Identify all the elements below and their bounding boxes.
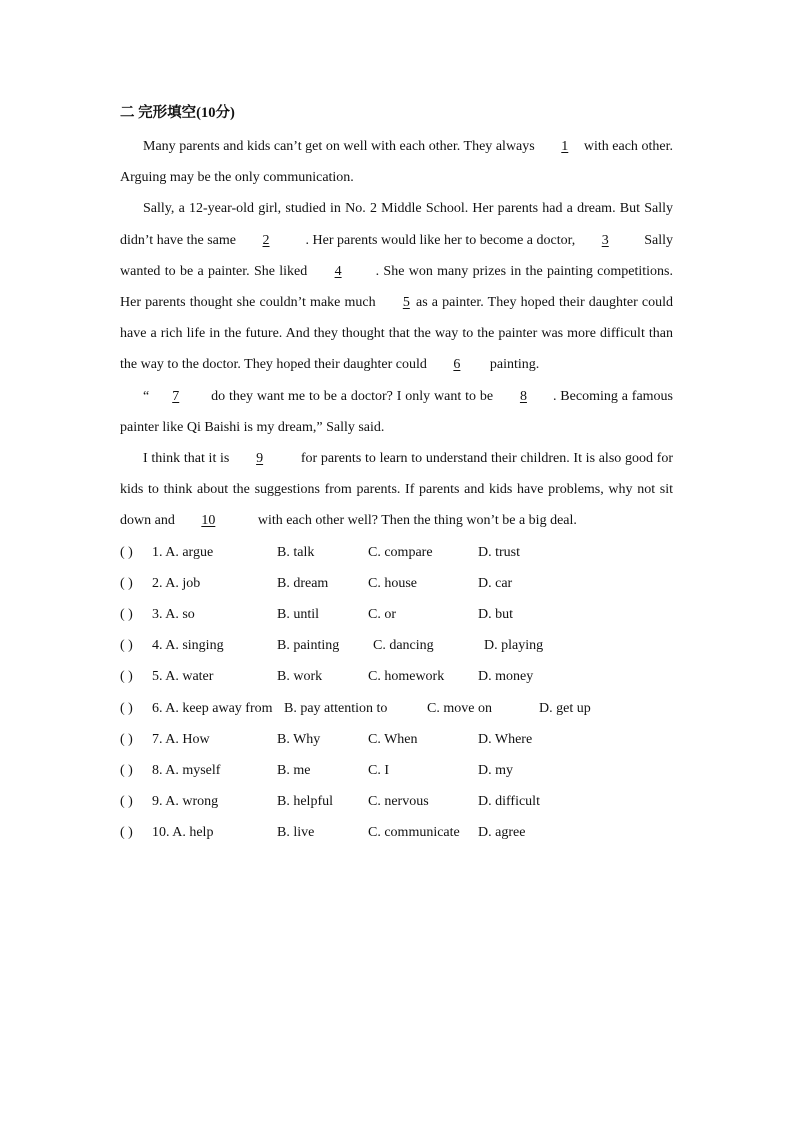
option-d: D. difficult (478, 794, 540, 810)
option-d: D. Where (478, 731, 533, 747)
answer-bracket[interactable]: ( ) (120, 544, 133, 560)
paragraph-2 (120, 193, 673, 380)
blank-4: 4 (334, 263, 342, 279)
answer-bracket[interactable]: ( ) (120, 825, 133, 841)
option-d: D. my (478, 762, 513, 778)
blank-7: 7 (172, 388, 180, 404)
question-row (120, 537, 673, 568)
question-row (120, 724, 673, 755)
option-c: C. homework (368, 669, 445, 685)
question-row (120, 693, 673, 724)
option-b: B. dream (277, 575, 329, 591)
passage-text: with each other. Arguing may be the only communication. (120, 139, 673, 186)
passage-text: I think that it is (143, 451, 230, 467)
passage-text: Sally, a 12-year-old girl, studied in No. 2 Middle School. Her parents had a dream. But Sally didn’t have the same (120, 201, 673, 248)
question-row (120, 630, 673, 661)
option-c: C. When (368, 731, 418, 747)
option-d: D. but (478, 607, 513, 623)
option-b: B. work (277, 669, 323, 685)
option-a: 10. A. help (152, 825, 214, 841)
exam-page (120, 101, 673, 849)
option-b: B. until (277, 607, 320, 623)
answer-bracket[interactable]: ( ) (120, 762, 133, 778)
option-b: B. Why (277, 731, 321, 747)
option-a: 1. A. argue (152, 544, 214, 560)
answer-bracket[interactable]: ( ) (120, 700, 133, 716)
passage-text: “ (143, 388, 150, 404)
section-title: 二 完形填空(10分) (120, 105, 235, 121)
option-c: C. communicate (368, 825, 460, 841)
option-b: B. talk (277, 544, 315, 560)
option-c: C. nervous (368, 794, 429, 810)
option-d: D. playing (484, 638, 544, 654)
option-b: B. me (277, 762, 311, 778)
option-c: C. compare (368, 544, 433, 560)
question-row (120, 661, 673, 692)
option-d: D. agree (478, 825, 526, 841)
option-c: C. I (368, 762, 389, 778)
option-a: 4. A. singing (152, 638, 224, 654)
blank-9: 9 (256, 451, 264, 467)
option-a: 5. A. water (152, 669, 214, 685)
option-c: C. dancing (373, 638, 434, 654)
question-row (120, 599, 673, 630)
blank-1: 1 (561, 139, 569, 154)
option-b: B. painting (277, 638, 340, 654)
passage-text: do they want me to be a doctor? I only want to be (211, 388, 494, 404)
option-c: C. house (368, 575, 417, 591)
answer-bracket[interactable]: ( ) (120, 575, 133, 591)
passage-text: with each other well? Then the thing won’t be a big deal. (257, 513, 577, 529)
option-a: 6. A. keep away from (152, 700, 273, 716)
option-a: 2. A. job (152, 575, 201, 591)
passage-text: painting. (489, 357, 540, 373)
answer-bracket[interactable]: ( ) (120, 731, 133, 747)
option-d: D. trust (478, 544, 520, 560)
blank-6: 6 (453, 357, 461, 373)
option-d: D. car (478, 575, 513, 591)
option-c: C. or (368, 607, 396, 623)
option-d: D. money (478, 669, 534, 685)
option-d: D. get up (539, 700, 591, 716)
option-a: 7. A. How (152, 731, 210, 747)
paragraph-4 (120, 443, 673, 537)
question-row (120, 786, 673, 817)
option-c: C. move on (427, 700, 492, 716)
option-b: B. live (277, 825, 315, 841)
question-list (120, 537, 673, 849)
paragraph-3 (120, 381, 673, 443)
answer-bracket[interactable]: ( ) (120, 607, 133, 623)
passage-text: . Becoming a famous painter like Qi Baishi is my dream,” Sally said. (120, 388, 674, 435)
question-row (120, 817, 673, 848)
passage-text: . Her parents would like her to become a doctor, (305, 232, 576, 248)
blank-2: 2 (262, 232, 270, 248)
answer-bracket[interactable]: ( ) (120, 638, 133, 654)
option-b: B. helpful (277, 794, 333, 810)
answer-bracket[interactable]: ( ) (120, 669, 133, 685)
answer-bracket[interactable]: ( ) (120, 794, 133, 810)
option-a: 9. A. wrong (152, 794, 219, 810)
question-row (120, 568, 673, 599)
option-a: 3. A. so (152, 607, 195, 623)
passage-text: Many parents and kids can’t get on well with each other. They always (143, 139, 535, 154)
option-a: 8. A. myself (152, 762, 221, 778)
blank-10: 10 (201, 513, 216, 529)
blank-3: 3 (601, 232, 609, 248)
blank-8: 8 (519, 388, 527, 404)
passage-text: Sally wanted to be a painter. She liked (120, 232, 674, 279)
blank-5: 5 (402, 295, 410, 311)
passage-text: as a painter. They hoped their daughter could have a rich life in the future. And they thought that the way to the painter was more difficult than the way to the doctor. They hoped their daughter could (120, 295, 674, 373)
option-b: B. pay attention to (284, 700, 388, 716)
question-row (120, 755, 673, 786)
cloze-passage (120, 131, 673, 537)
passage-text: . She won many prizes in the painting competitions. Her parents thought she couldn’t make much (120, 263, 674, 311)
passage-text: for parents to learn to understand their children. It is also good for kids to think about the suggestions from parents. If parents and kids have problems, why not sit down and (120, 451, 674, 529)
paragraph-1 (120, 131, 673, 193)
